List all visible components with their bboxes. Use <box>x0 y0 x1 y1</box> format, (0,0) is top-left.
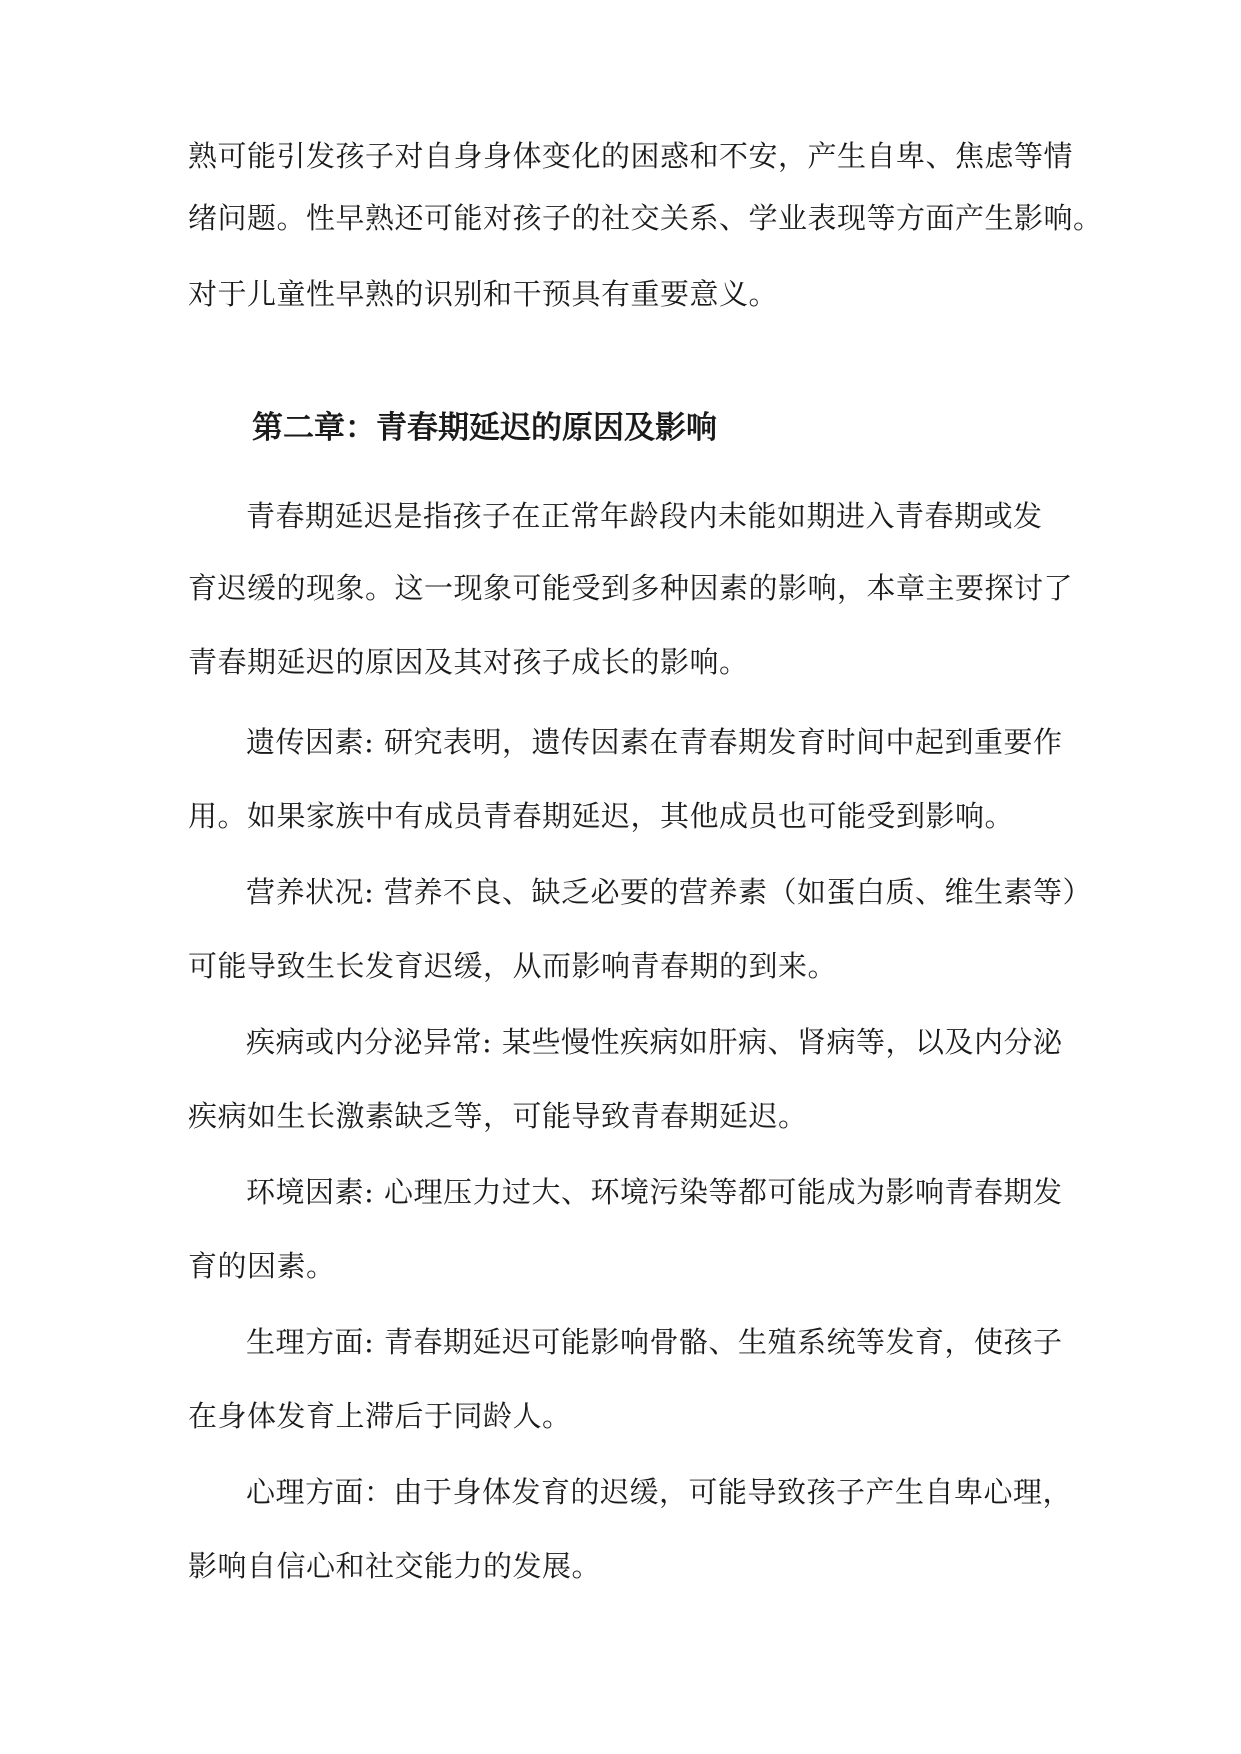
paragraph-line: 可能导致生长发育迟缓，从而影响青春期的到来。 <box>188 949 838 983</box>
paragraph-line: 环境因素: 心理压力过大、环境污染等都可能成为影响青春期发 <box>246 1175 1063 1209</box>
paragraph-line: 心理方面：由于身体发育的迟缓，可能导致孩子产生自卑心理， <box>246 1475 1073 1509</box>
paragraph-line: 在身体发育上滞后于同龄人。 <box>188 1399 572 1433</box>
paragraph-line: 对于儿童性早熟的识别和干预具有重要意义。 <box>188 277 779 311</box>
paragraph-line: 青春期延迟的原因及其对孩子成长的影响。 <box>188 645 749 679</box>
paragraph-line: 绪问题。性早熟还可能对孩子的社交关系、学业表现等方面产生影响。 <box>188 201 1103 235</box>
paragraph-line: 熟可能引发孩子对自身身体变化的困惑和不安，产生自卑、焦虑等情 <box>188 139 1074 173</box>
paragraph-line: 疾病如生长激素缺乏等，可能导致青春期延迟。 <box>188 1099 808 1133</box>
paragraph-line: 用。如果家族中有成员青春期延迟，其他成员也可能受到影响。 <box>188 799 1015 833</box>
paragraph-line: 育迟缓的现象。这一现象可能受到多种因素的影响，本章主要探讨了 <box>188 571 1074 605</box>
paragraph-line: 影响自信心和社交能力的发展。 <box>188 1549 602 1583</box>
paragraph-line: 营养状况: 营养不良、缺乏必要的营养素（如蛋白质、维生素等） <box>246 875 1092 909</box>
chapter-title: 第二章：青春期延迟的原因及影响 <box>252 410 717 446</box>
paragraph-line: 遗传因素: 研究表明，遗传因素在青春期发育时间中起到重要作 <box>246 725 1063 759</box>
paragraph-line: 育的因素。 <box>188 1249 336 1283</box>
paragraph-line: 疾病或内分泌异常: 某些慢性疾病如肝病、肾病等，以及内分泌 <box>246 1025 1063 1059</box>
paragraph-line: 生理方面: 青春期延迟可能影响骨骼、生殖系统等发育，使孩子 <box>246 1325 1063 1359</box>
paragraph-line: 青春期延迟是指孩子在正常年龄段内未能如期进入青春期或发 <box>246 499 1043 533</box>
